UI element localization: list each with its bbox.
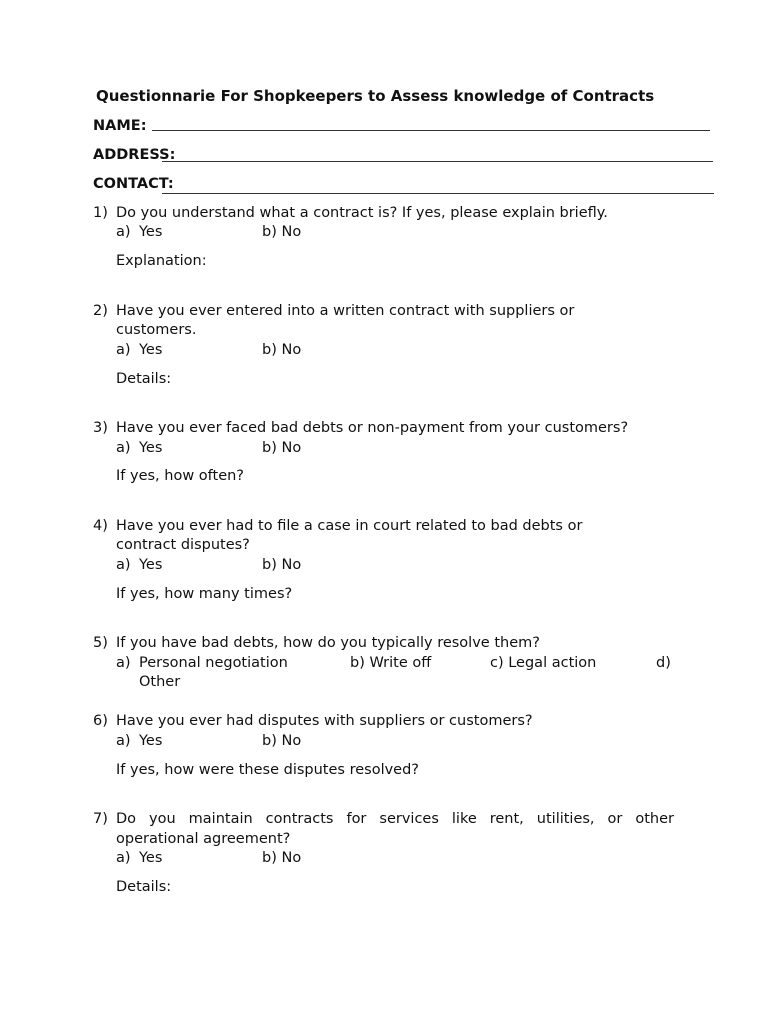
question-number: 5) bbox=[93, 635, 108, 651]
option-no[interactable]: b) No bbox=[262, 850, 302, 866]
option-a-letter: a) bbox=[116, 850, 131, 866]
question-number: 4) bbox=[93, 518, 108, 534]
option-a-letter: a) bbox=[116, 557, 131, 573]
option-yes[interactable]: Yes bbox=[139, 224, 163, 240]
name-line[interactable] bbox=[152, 130, 710, 131]
option-d-letter: d) bbox=[656, 655, 671, 671]
option-other[interactable]: Other bbox=[139, 674, 181, 690]
question-text: Have you ever faced bad debts or non-payment from your customers? bbox=[116, 420, 629, 436]
followup-prompt: If yes, how often? bbox=[116, 468, 245, 484]
question-number: 3) bbox=[93, 420, 108, 436]
option-yes[interactable]: Yes bbox=[139, 850, 163, 866]
option-a-letter: a) bbox=[116, 440, 131, 456]
followup-prompt: Explanation: bbox=[116, 253, 207, 269]
option-yes[interactable]: Yes bbox=[139, 557, 163, 573]
followup-prompt: Details: bbox=[116, 879, 172, 895]
option-yes[interactable]: Yes bbox=[139, 342, 163, 358]
contact-label: CONTACT: bbox=[93, 176, 174, 192]
name-label: NAME: bbox=[93, 118, 147, 134]
followup-prompt: If yes, how many times? bbox=[116, 586, 293, 602]
option-no[interactable]: b) No bbox=[262, 557, 302, 573]
option-no[interactable]: b) No bbox=[262, 342, 302, 358]
option-yes[interactable]: Yes bbox=[139, 440, 163, 456]
followup-prompt: If yes, how were these disputes resolved? bbox=[116, 762, 419, 778]
option-write-off[interactable]: b) Write off bbox=[350, 655, 432, 671]
address-line[interactable] bbox=[162, 161, 713, 162]
question-number: 2) bbox=[93, 303, 108, 319]
option-a-letter: a) bbox=[116, 733, 131, 749]
question-text-line-2: operational agreement? bbox=[116, 831, 291, 847]
address-label: ADDRESS: bbox=[93, 147, 176, 163]
question-text-line-1: Do you maintain contracts for services like rent, utilities, or other bbox=[116, 811, 674, 827]
question-text-line-1: Have you ever had to file a case in court related to bad debts or bbox=[116, 518, 583, 534]
option-a-letter: a) bbox=[116, 224, 131, 240]
option-no[interactable]: b) No bbox=[262, 733, 302, 749]
question-number: 7) bbox=[93, 811, 108, 827]
question-text-line-2: customers. bbox=[116, 322, 197, 338]
followup-prompt: Details: bbox=[116, 371, 172, 387]
question-text-line-2: contract disputes? bbox=[116, 537, 250, 553]
question-text: Have you ever had disputes with suppliers or customers? bbox=[116, 713, 533, 729]
option-no[interactable]: b) No bbox=[262, 440, 302, 456]
option-no[interactable]: b) No bbox=[262, 224, 302, 240]
question-number: 1) bbox=[93, 205, 108, 221]
question-text: Do you understand what a contract is? If yes, please explain briefly. bbox=[116, 205, 608, 221]
option-personal-negotiation[interactable]: Personal negotiation bbox=[139, 655, 288, 671]
document-title: Questionnarie For Shopkeepers to Assess knowledge of Contracts bbox=[96, 87, 655, 105]
question-number: 6) bbox=[93, 713, 108, 729]
question-text: If you have bad debts, how do you typically resolve them? bbox=[116, 635, 540, 651]
contact-line[interactable] bbox=[162, 193, 714, 194]
option-yes[interactable]: Yes bbox=[139, 733, 163, 749]
option-a-letter: a) bbox=[116, 655, 131, 671]
option-a-letter: a) bbox=[116, 342, 131, 358]
question-text-line-1: Have you ever entered into a written contract with suppliers or bbox=[116, 303, 575, 319]
option-legal-action[interactable]: c) Legal action bbox=[490, 655, 597, 671]
